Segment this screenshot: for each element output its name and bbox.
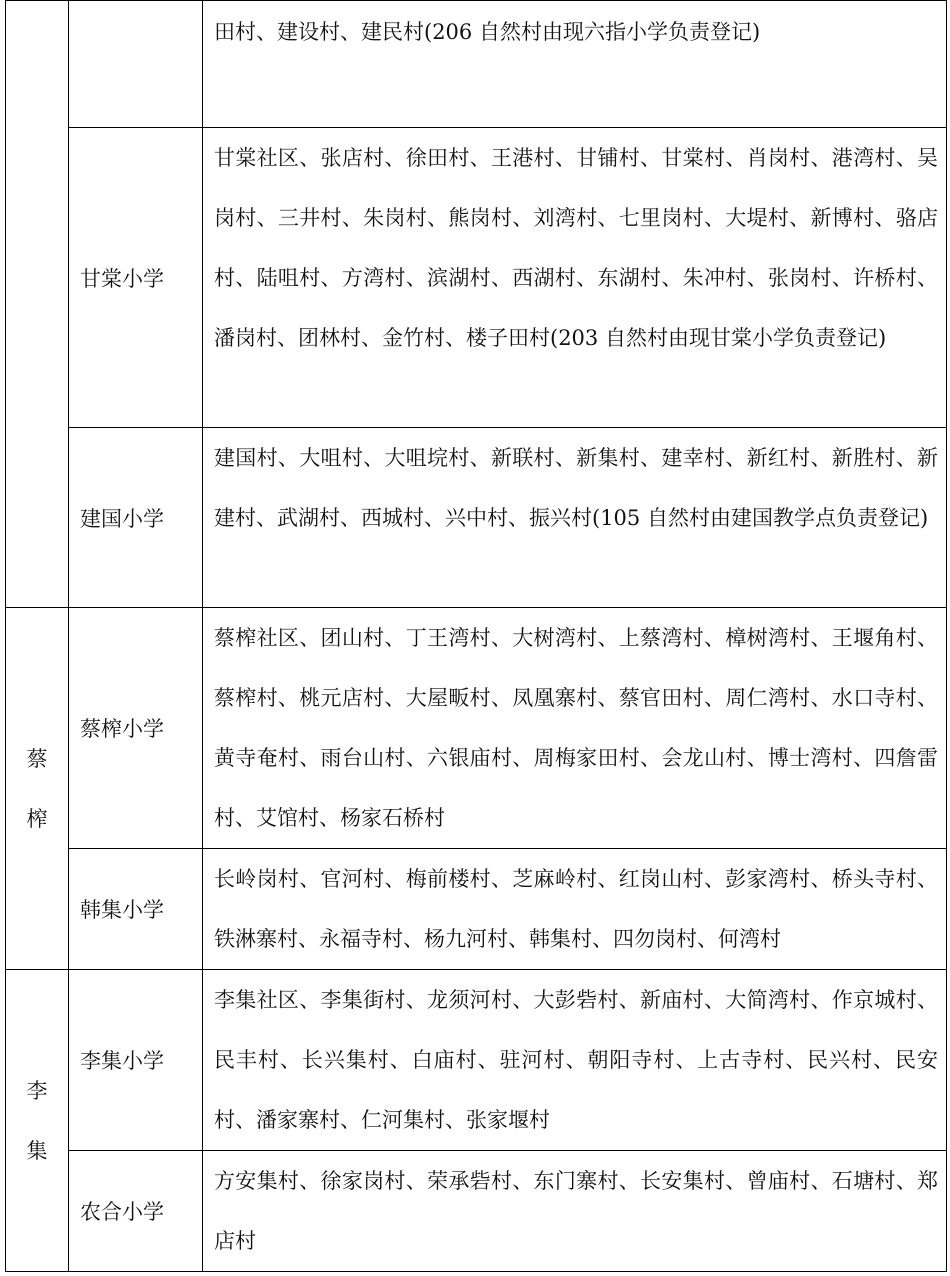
- villages-cell: 建国村、大咀村、大咀垸村、新联村、新集村、建幸村、新红村、新胜村、新建村、武湖村、西城村、兴中村、振兴村(105 自然村由建国教学点负责登记): [203, 428, 947, 608]
- villages-cell: 田村、建设村、建民村(206 自然村由现六指小学负责登记): [203, 1, 947, 128]
- table-row: [6, 849, 947, 970]
- town-cell: [6, 1, 69, 608]
- town-cell: 李集: [6, 970, 69, 1272]
- table-row: [6, 970, 947, 1151]
- table-row: [6, 1151, 947, 1272]
- school-cell: 李集小学: [69, 970, 203, 1151]
- school-cell: 蔡榨小学: [69, 608, 203, 849]
- village-registration-table: [5, 0, 947, 1272]
- table-row: [6, 428, 947, 608]
- school-cell: 甘棠小学: [69, 128, 203, 428]
- school-cell: [69, 1, 203, 128]
- school-cell: 农合小学: [69, 1151, 203, 1272]
- school-cell: 韩集小学: [69, 849, 203, 970]
- school-cell: 建国小学: [69, 428, 203, 608]
- table-row: [6, 608, 947, 849]
- villages-cell: 方安集村、徐家岗村、荣承砦村、东门寨村、长安集村、曾庙村、石塘村、郑店村: [203, 1151, 947, 1272]
- villages-cell: 长岭岗村、官河村、梅前楼村、芝麻岭村、红岗山村、彭家湾村、桥头寺村、铁淋寨村、永福寺村、杨九河村、韩集村、四勿岗村、何湾村: [203, 849, 947, 970]
- villages-cell: 甘棠社区、张店村、徐田村、王港村、甘铺村、甘棠村、肖岗村、港湾村、吴岗村、三井村、朱岗村、熊岗村、刘湾村、七里岗村、大堤村、新博村、骆店村、陆咀村、方湾村、滨湖村、西湖村、东湖村、朱冲村、张岗村、许桥村、潘岗村、团林村、金竹村、楼子田村(203 自然村由现甘棠小学负责登记): [203, 128, 947, 428]
- table-row: [6, 1, 947, 128]
- town-cell: 蔡榨: [6, 608, 69, 970]
- villages-cell: 蔡榨社区、团山村、丁王湾村、大树湾村、上蔡湾村、樟树湾村、王堰角村、蔡榨村、桃元店村、大屋畈村、凤凰寨村、蔡官田村、周仁湾村、水口寺村、黄寺奄村、雨台山村、六银庙村、周梅家田村、会龙山村、博士湾村、四詹雷村、艾馆村、杨家石桥村: [203, 608, 947, 849]
- table-row: [6, 128, 947, 428]
- villages-cell: 李集社区、李集街村、龙须河村、大彭砦村、新庙村、大简湾村、作京城村、民丰村、长兴集村、白庙村、驻河村、朝阳寺村、上古寺村、民兴村、民安村、潘家寨村、仁河集村、张家堰村: [203, 970, 947, 1151]
